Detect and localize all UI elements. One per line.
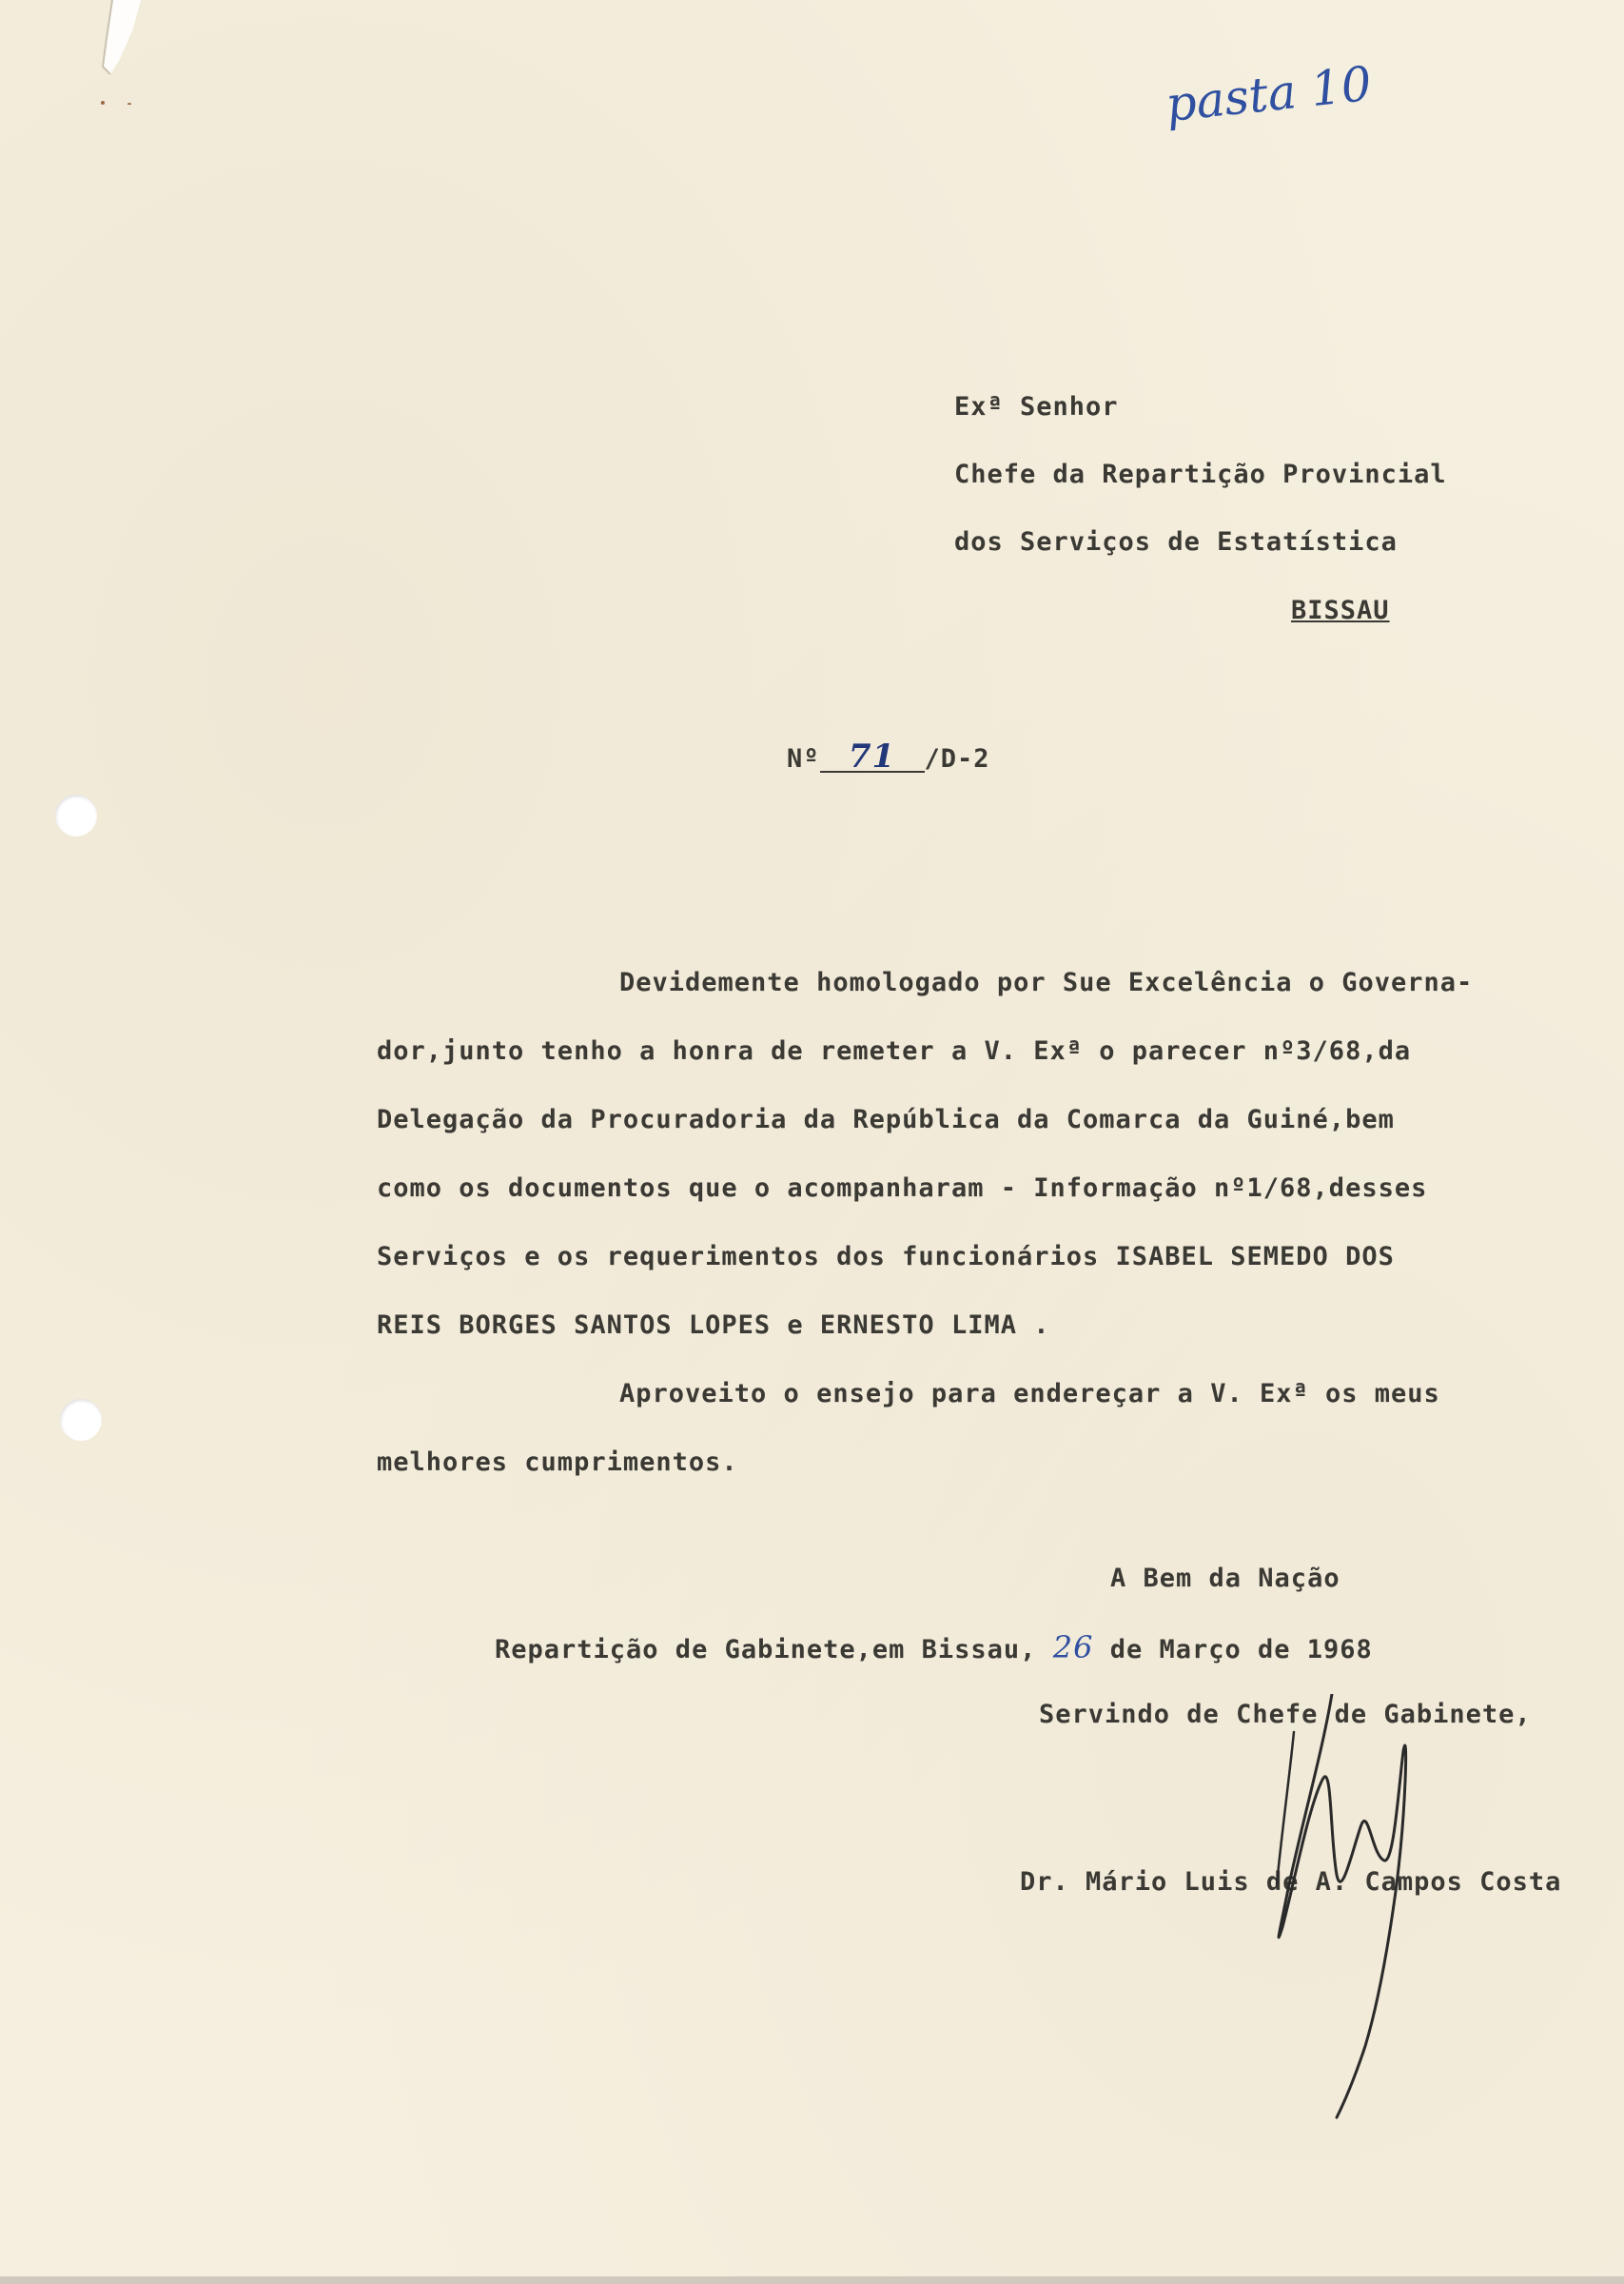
closing-motto: A Bem da Nação xyxy=(1110,1564,1340,1593)
body-line: como os documentos que o acompanharam - Informação nº1/68,desses xyxy=(377,1173,1428,1203)
closing-day: 26 xyxy=(1052,1629,1094,1665)
addressee-line-1: Chefe da Repartição Provincial xyxy=(954,460,1447,489)
addressee-line-2: dos Serviços de Estatística xyxy=(954,527,1398,557)
body-line: Devidemente homologado por Sue Excelência o Governa- xyxy=(619,968,1474,997)
body-line: REIS BORGES SANTOS LOPES e ERNESTO LIMA . xyxy=(377,1310,1050,1340)
signatory-name: Dr. Mário Luis de A. Campos Costa xyxy=(1020,1867,1562,1897)
addressee-salutation: Exª Senhor xyxy=(954,392,1119,422)
punch-hole-top xyxy=(55,795,97,837)
body-line: Delegação da Procuradoria da República da Comarca da Guiné,bem xyxy=(377,1105,1395,1134)
body-line: Serviços e os requerimentos dos funcionários ISABEL SEMEDO DOS xyxy=(377,1242,1395,1271)
addressee-city: BISSAU xyxy=(1291,596,1390,625)
body-line: dor,junto tenho a honra de remeter a V. Exª o parecer nº3/68,da xyxy=(377,1036,1412,1066)
punch-hole-bottom xyxy=(60,1399,102,1441)
torn-corner-mark xyxy=(74,0,150,105)
closing-place: Repartição de Gabinete,em Bissau, xyxy=(495,1635,1037,1664)
reference-prefix: Nº xyxy=(787,744,820,774)
closing-role: Servindo de Chefe de Gabinete, xyxy=(1039,1700,1532,1729)
page-bottom-edge xyxy=(0,2276,1624,2284)
handwritten-signature xyxy=(1265,1694,1484,2122)
body-line: Aproveito o ensejo para endereçar a V. Exª os meus xyxy=(619,1379,1440,1408)
reference-suffix: /D-2 xyxy=(924,744,990,774)
closing-date: de Março de 1968 xyxy=(1109,1635,1373,1664)
reference-number-line xyxy=(787,738,990,776)
handwritten-note: pasta 10 xyxy=(1163,55,1375,133)
closing-place-date xyxy=(495,1629,1373,1665)
body-line: melhores cumprimentos. xyxy=(377,1447,738,1477)
reference-number: 71 xyxy=(820,742,925,773)
